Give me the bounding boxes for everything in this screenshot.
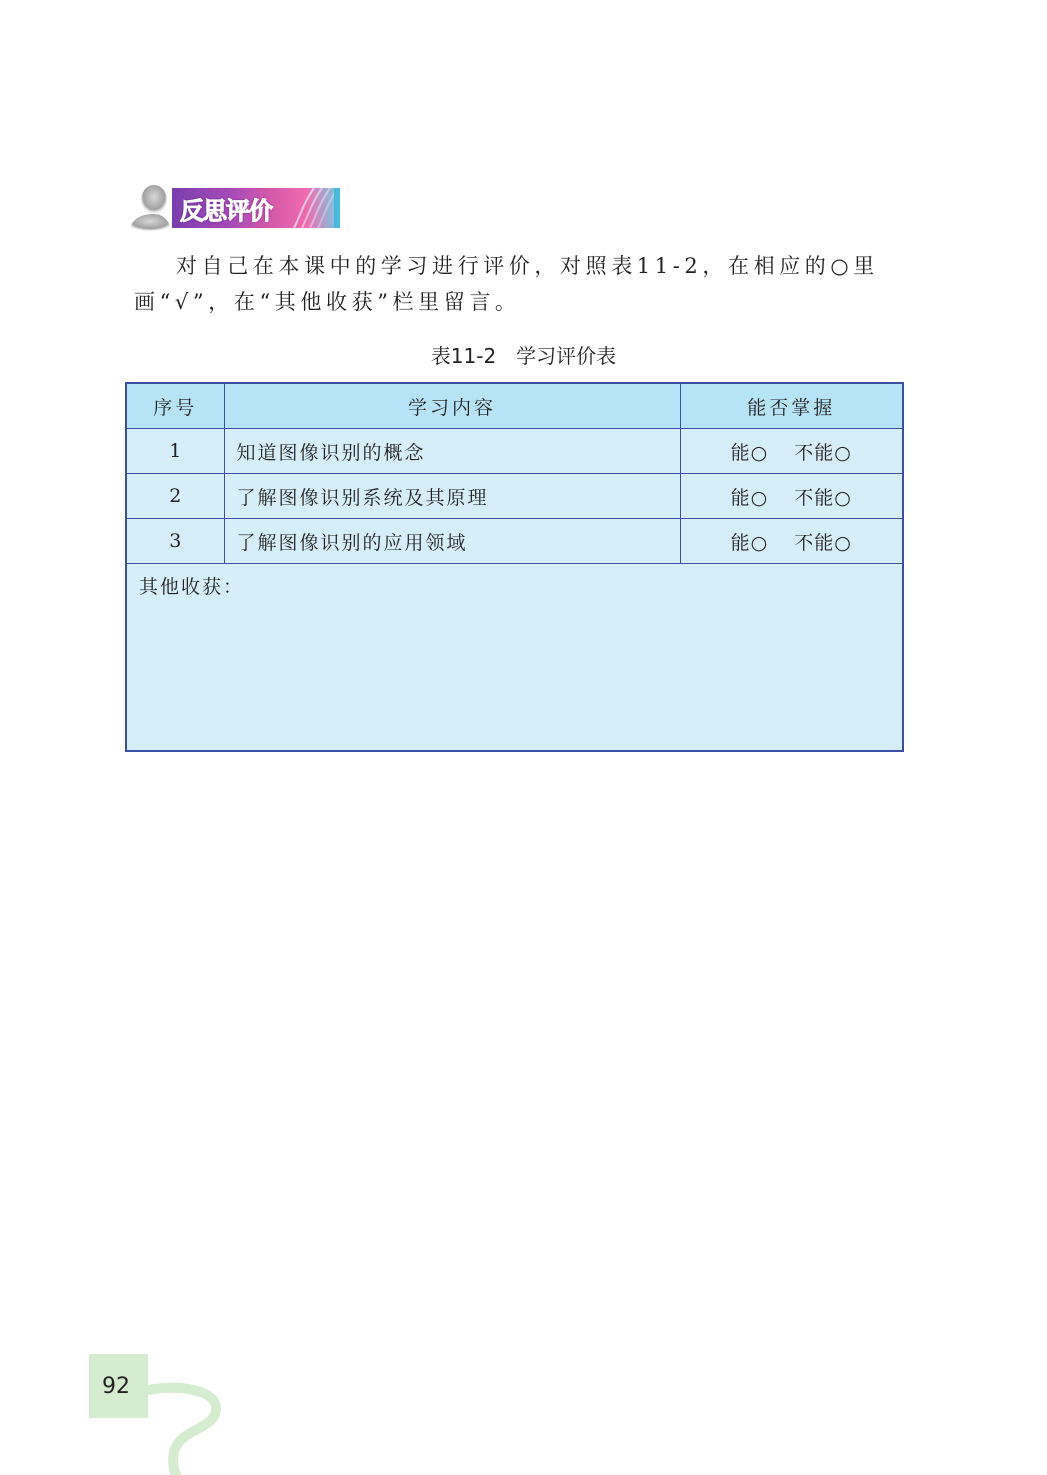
- section-title: 反思评价: [180, 197, 272, 225]
- table-row: [126, 519, 903, 564]
- row-num: 1: [126, 429, 224, 474]
- row-mastery: [680, 429, 903, 474]
- section-banner: [172, 188, 340, 228]
- option-yes[interactable]: 能○: [730, 486, 769, 509]
- other-gains-label: 其他收获：: [139, 576, 245, 598]
- row-content: 知道图像识别的概念: [224, 429, 680, 474]
- option-no[interactable]: 不能○: [794, 486, 852, 509]
- evaluation-table: [125, 382, 904, 752]
- row-content: 了解图像识别的应用领域: [224, 519, 680, 564]
- page-number: 92: [102, 1374, 130, 1399]
- row-num: 3: [126, 519, 224, 564]
- header-num: 序号: [126, 383, 224, 429]
- other-gains-field[interactable]: [126, 564, 903, 752]
- table-row: [126, 429, 903, 474]
- option-no[interactable]: 不能○: [794, 441, 852, 464]
- row-mastery: [680, 474, 903, 519]
- intro-paragraph: 对自己在本课中的学习进行评价，对照表11-2，在相应的○里画“√”，在“其他收获”栏里留言。: [134, 254, 879, 314]
- banner-stripes-decoration: [290, 188, 340, 228]
- person-silhouette-icon: [126, 182, 172, 232]
- other-gains-row: [126, 564, 903, 752]
- table-caption: 表11-2 学习评价表: [430, 344, 617, 368]
- row-mastery: [680, 519, 903, 564]
- row-content: 了解图像识别系统及其原理: [224, 474, 680, 519]
- table-row: [126, 474, 903, 519]
- row-num: 2: [126, 474, 224, 519]
- option-yes[interactable]: 能○: [730, 441, 769, 464]
- option-no[interactable]: 不能○: [794, 531, 852, 554]
- table-header-row: [126, 383, 903, 429]
- header-mastery: 能否掌握: [680, 383, 903, 429]
- section-header: [126, 182, 342, 232]
- option-yes[interactable]: 能○: [730, 531, 769, 554]
- page-corner-decoration: [140, 1380, 230, 1475]
- header-content: 学习内容: [224, 383, 680, 429]
